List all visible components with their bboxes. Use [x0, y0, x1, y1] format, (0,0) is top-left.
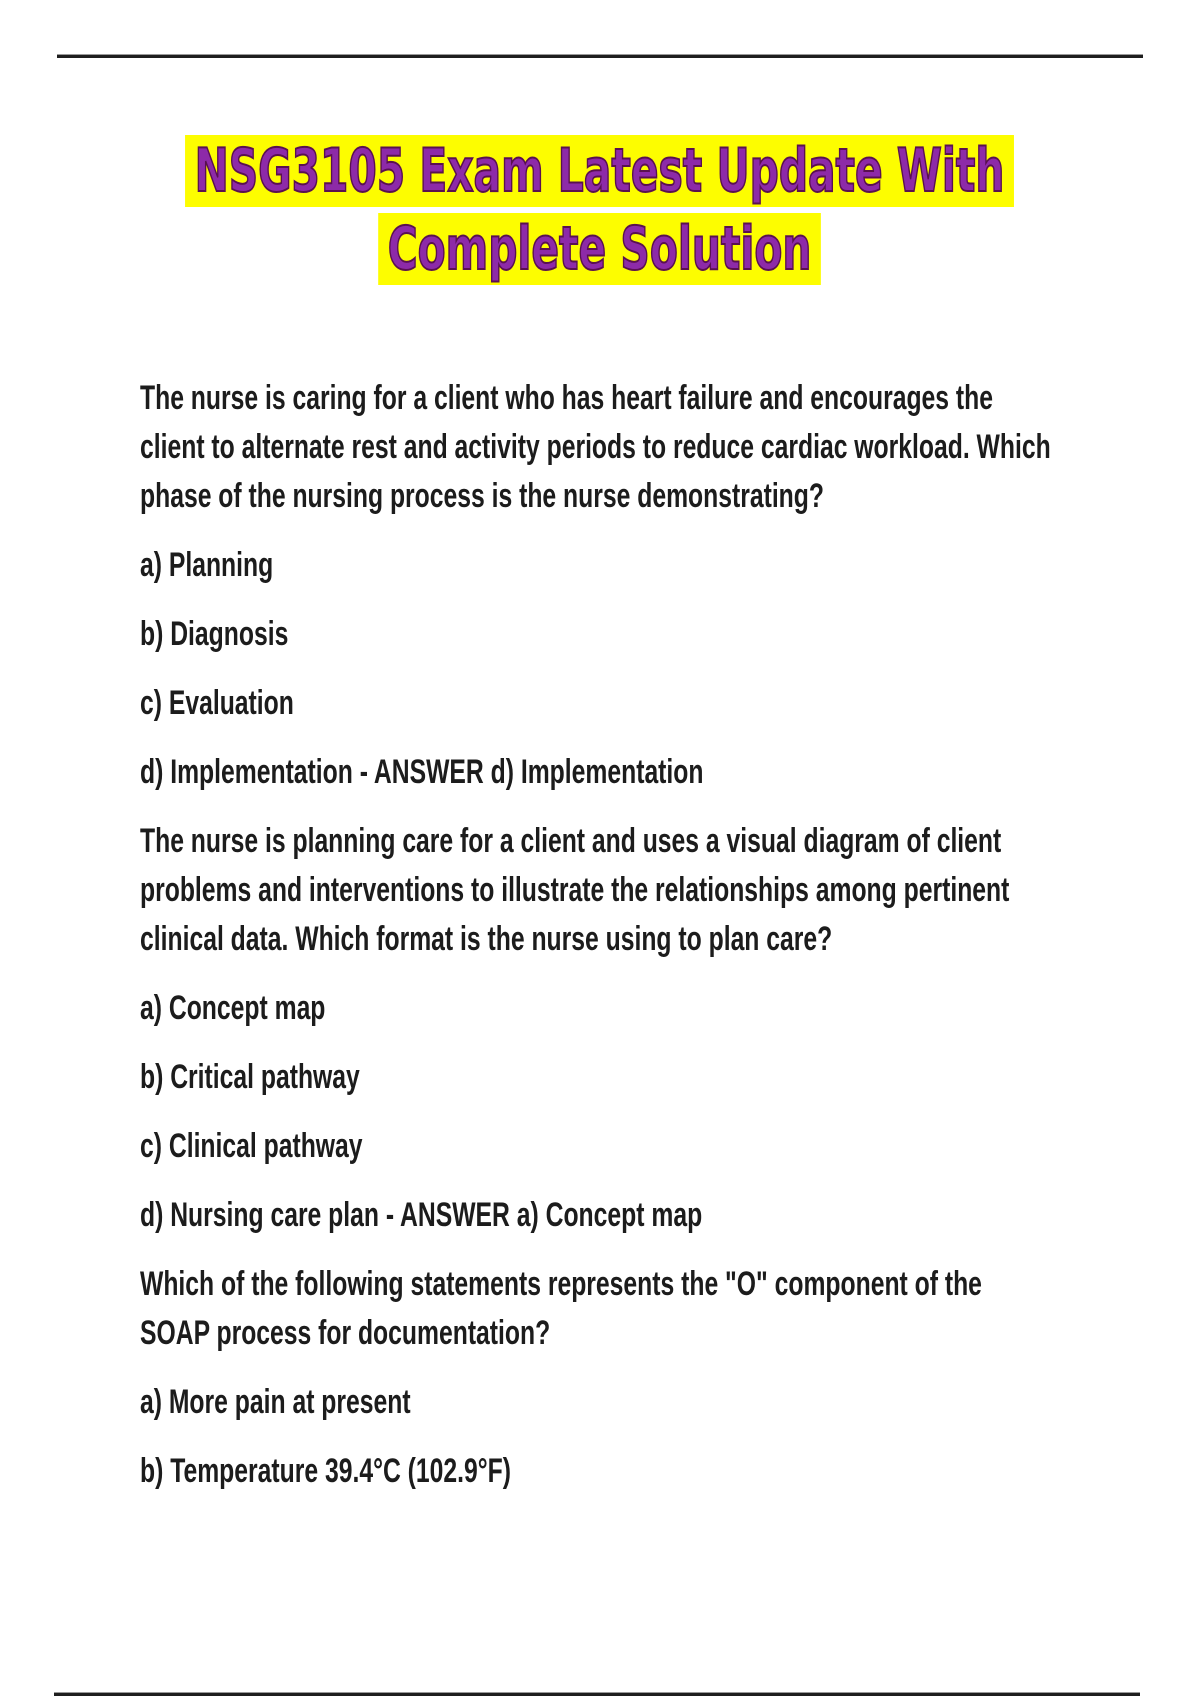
- text-line-content: b) Critical pathway: [140, 1058, 360, 1096]
- answer-option: [140, 1122, 1040, 1171]
- text-line-content: b) Temperature 39.4°C (102.9°F): [140, 1452, 511, 1490]
- text-line-content: a) More pain at present: [140, 1383, 411, 1421]
- text-line: [140, 1260, 1040, 1309]
- text-line: [140, 374, 1040, 423]
- text-line: [140, 1378, 1040, 1427]
- answer-option: [140, 1447, 1040, 1496]
- text-line: [140, 1122, 1040, 1171]
- text-line-content: SOAP process for documentation?: [140, 1314, 551, 1352]
- document-title-line-2: [0, 213, 1200, 285]
- question-text: [140, 1260, 1040, 1358]
- text-line-content: The nurse is planning care for a client and uses a visual diagram of client: [140, 822, 1002, 860]
- answer-option: [140, 1378, 1040, 1427]
- text-line: [140, 679, 1040, 728]
- bottom-divider-rule: [54, 1693, 1140, 1696]
- text-line-content: d) Nursing care plan - ANSWER a) Concept map: [140, 1196, 703, 1234]
- text-line-content: c) Clinical pathway: [140, 1127, 363, 1165]
- text-line: [140, 817, 1040, 866]
- text-line: [140, 866, 1040, 915]
- text-line-content: d) Implementation - ANSWER d) Implementation: [140, 753, 704, 791]
- text-line: [140, 748, 1040, 797]
- document-title-line-1: [0, 135, 1200, 207]
- top-divider-rule: [57, 55, 1143, 58]
- text-line-content: b) Diagnosis: [140, 615, 289, 653]
- text-line: [140, 423, 1051, 472]
- text-line-content: a) Planning: [140, 546, 274, 584]
- text-line: [140, 984, 1040, 1033]
- text-line: [140, 541, 1040, 590]
- text-line: [140, 1309, 1040, 1358]
- text-line: [140, 472, 1040, 521]
- document-title: [0, 135, 1200, 291]
- text-line-content: client to alternate rest and activity periods to reduce cardiac workload. Which: [140, 428, 1051, 466]
- answer-option: [140, 610, 1040, 659]
- text-line: [140, 1447, 1040, 1496]
- answer-option: [140, 748, 1040, 797]
- text-line: [140, 1053, 1040, 1102]
- answer-option: [140, 1191, 1040, 1240]
- document-title-text-2: Complete Solution: [379, 213, 822, 285]
- content-area: [140, 374, 1051, 1496]
- text-line-content: a) Concept map: [140, 989, 326, 1027]
- text-line-content: The nurse is caring for a client who has heart failure and encourages the: [140, 379, 993, 417]
- text-line-content: clinical data. Which format is the nurse using to plan care?: [140, 920, 833, 958]
- text-line: [140, 915, 1040, 964]
- text-line: [140, 610, 1040, 659]
- answer-option: [140, 541, 1040, 590]
- answer-option: [140, 984, 1040, 1033]
- text-line-content: phase of the nursing process is the nurse demonstrating?: [140, 477, 824, 515]
- text-line-content: c) Evaluation: [140, 684, 294, 722]
- answer-option: [140, 679, 1040, 728]
- answer-option: [140, 1053, 1040, 1102]
- text-line-content: problems and interventions to illustrate the relationships among pertinent: [140, 871, 1010, 909]
- text-line: [140, 1191, 1040, 1240]
- question-text: [140, 374, 1051, 521]
- document-title-text-1: NSG3105 Exam Latest Update With: [186, 135, 1015, 207]
- text-line-content: Which of the following statements represents the "O" component of the: [140, 1265, 982, 1303]
- question-text: [140, 817, 1040, 964]
